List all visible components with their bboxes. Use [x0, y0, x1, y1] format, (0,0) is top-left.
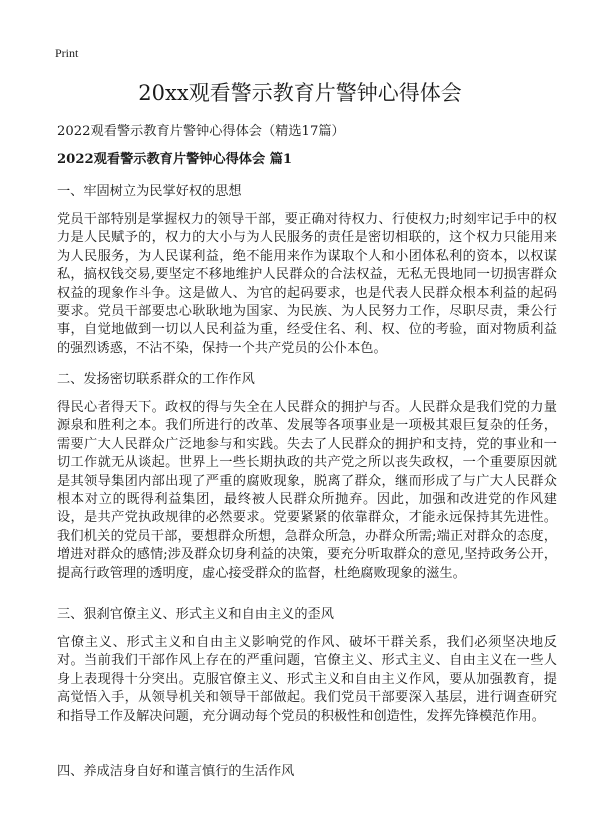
document-subtitle: 2022观看警示教育片警钟心得体会（精选17篇）: [57, 124, 345, 139]
section-title: 2022观看警示教育片警钟心得体会 篇1: [57, 152, 293, 167]
section-heading-4: 四、养成洁身自好和谨言慎行的生活作风: [57, 764, 295, 779]
section-paragraph-1: 党员干部特别是掌握权力的领导干部，要正确对待权力、行使权力;时刻牢记手中的权力是人民赋予的，权力的大小与为人民服务的责任是密切相联的，这个权力只能用来为人民服务，为人民谋利益，绝不能用来作为谋取个人和小团体私利的资本，以权谋私，搞权钱交易,要坚定不移地维护人民群众的合法权益，无私无畏地同一切损害群众权益的现象作斗争。这是做人、为官的起码要求，也是代表人民群众根本利益的起码要求。党员干部要忠心耿耿地为国家、为民族、为人民努力工作，尽职尽责，秉公行事，自觉地做到一切以人民利益为重，经受住名、利、权、位的考验，面对物质利益的强烈诱惑，不沾不染，保持一个共产党员的公仆本色。: [57, 212, 557, 356]
section-heading-2: 二、发扬密切联系群众的工作作风: [57, 372, 255, 387]
page-title: 20xx观看警示教育片警钟心得体会: [138, 81, 462, 105]
section-paragraph-3: 官僚主义、形式主义和自由主义影响党的作风、破坏干群关系，我们必须坚决地反对。当前我们干部作风上存在的严重问题，官僚主义、形式主义、自由主义在一些人身上表现得十分突出。克服官僚主义、形式主义和自由主义作风，要从加强教育，提高觉悟入手，从领导机关和领导干部做起。我们党员干部要深入基层，进行调查研究和指导工作及解决问题，充分调动每个党员的积极性和创造性，发挥先锋模范作用。: [57, 635, 557, 724]
section-heading-3: 三、狠刹官僚主义、形式主义和自由主义的歪风: [57, 607, 334, 622]
section-paragraph-2: 得民心者得天下。政权的得与失全在人民群众的拥护与否。人民群众是我们党的力量源泉和胜利之本。我们所进行的改革、发展等各项事业是一项极其艰巨复杂的任务，需要广大人民群众广泛地参与和实践。失去了人民群众的拥护和支持，党的事业和一切工作就无从谈起。世界上一些长期执政的共产党之所以丧失政权，一个重要原因就是其领导集团内部出现了严重的腐败现象，脱离了群众，继而形成了与广大人民群众根本对立的既得利益集团，最终被人民群众所抛弃。因此，加强和改进党的作风建设，是共产党执政规律的必然要求。党要紧紧的依靠群众，才能永远保持其先进性。我们机关的党员干部，要想群众所想，急群众所急，办群众所需;端正对群众的态度，增进对群众的感情;涉及群众切身利益的决策，要充分听取群众的意见,坚持政务公开，提高行政管理的透明度，虚心接受群众的监督，杜绝腐败现象的滋生。: [57, 400, 557, 581]
section-heading-1: 一、牢固树立为民掌好权的思想: [57, 184, 242, 199]
print-link[interactable]: Print: [55, 46, 79, 60]
